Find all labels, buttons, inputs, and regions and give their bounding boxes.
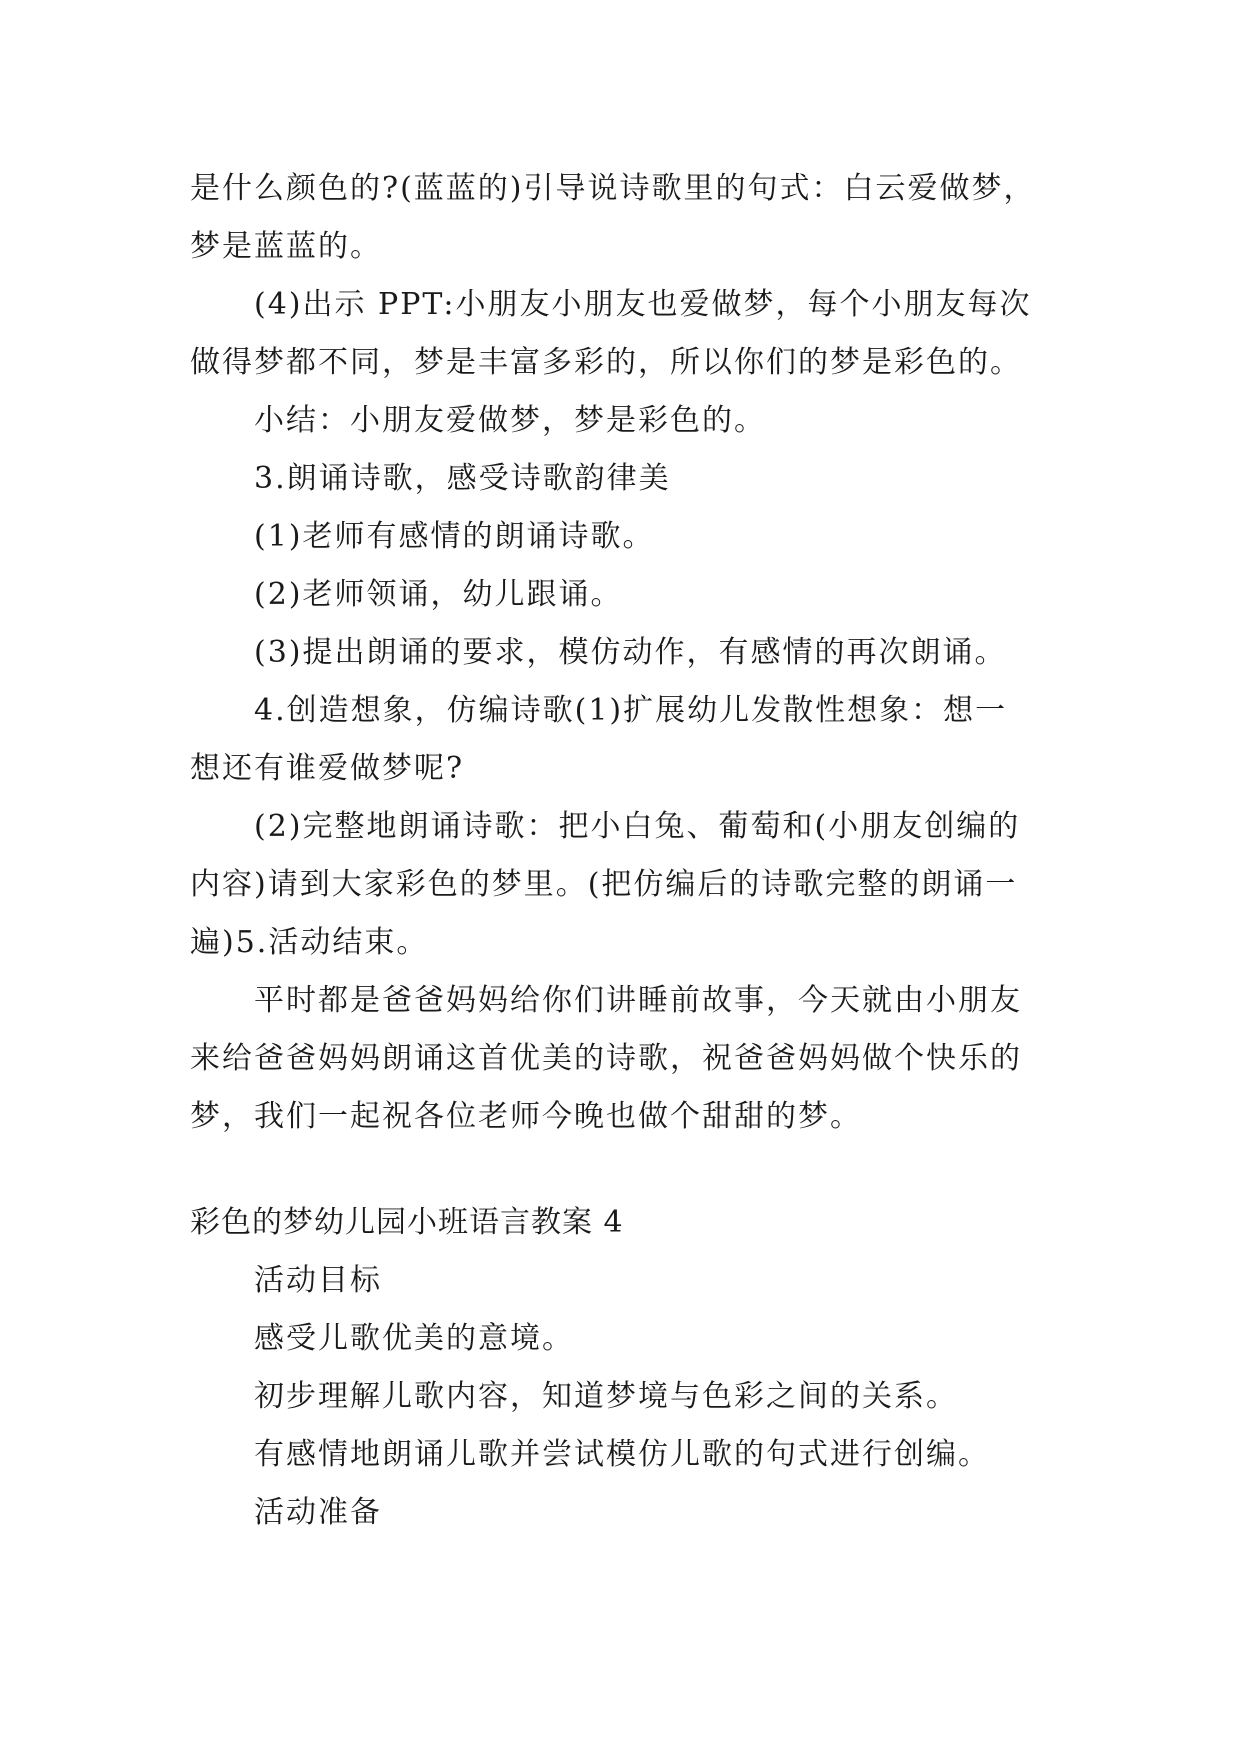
step-heading: 3.朗诵诗歌，感受诗歌韵律美 — [254, 461, 671, 496]
paragraph-line: (4)出示 PPT:小朋友小朋友也爱做梦，每个小朋友每次 — [254, 287, 1032, 322]
paragraph-line: 梦是蓝蓝的。 — [190, 229, 382, 264]
section-spacer — [190, 1146, 1070, 1194]
step-item: (2)老师领诵，幼儿跟诵。 — [254, 577, 623, 612]
goal-item: 初步理解儿歌内容，知道梦境与色彩之间的关系。 — [254, 1379, 958, 1414]
subsection-heading: 活动准备 — [254, 1495, 382, 1530]
summary-line: 小结：小朋友爱做梦，梦是彩色的。 — [254, 403, 766, 438]
step-item: (1)老师有感情的朗诵诗歌。 — [254, 519, 655, 554]
closing-paragraph-line: 梦，我们一起祝各位老师今晚也做个甜甜的梦。 — [190, 1099, 862, 1134]
document-body — [190, 160, 1070, 1542]
goal-item: 有感情地朗诵儿歌并尝试模仿儿歌的句式进行创编。 — [254, 1437, 990, 1472]
paragraph-line: 内容)请到大家彩色的梦里。(把仿编后的诗歌完整的朗诵一 — [190, 867, 1018, 902]
paragraph-line: 想还有谁爱做梦呢? — [190, 751, 465, 786]
section-title: 彩色的梦幼儿园小班语言教案 4 — [190, 1205, 624, 1240]
step-heading: 4.创造想象，仿编诗歌(1)扩展幼儿发散性想象：想一 — [254, 693, 1008, 728]
goal-item: 感受儿歌优美的意境。 — [254, 1321, 574, 1356]
step-item: (2)完整地朗诵诗歌：把小白兔、葡萄和(小朋友创编的 — [254, 809, 1021, 844]
closing-paragraph-line: 来给爸爸妈妈朗诵这首优美的诗歌，祝爸爸妈妈做个快乐的 — [190, 1041, 1022, 1076]
closing-paragraph-line: 平时都是爸爸妈妈给你们讲睡前故事，今天就由小朋友 — [254, 983, 1022, 1018]
subsection-heading: 活动目标 — [254, 1263, 382, 1298]
step-item: (3)提出朗诵的要求，模仿动作，有感情的再次朗诵。 — [254, 635, 1007, 670]
paragraph-line: 是什么颜色的?(蓝蓝的)引导说诗歌里的句式：白云爱做梦， — [190, 171, 1036, 206]
paragraph-line: 遍)5.活动结束。 — [190, 925, 429, 960]
paragraph-line: 做得梦都不同，梦是丰富多彩的，所以你们的梦是彩色的。 — [190, 345, 1022, 380]
